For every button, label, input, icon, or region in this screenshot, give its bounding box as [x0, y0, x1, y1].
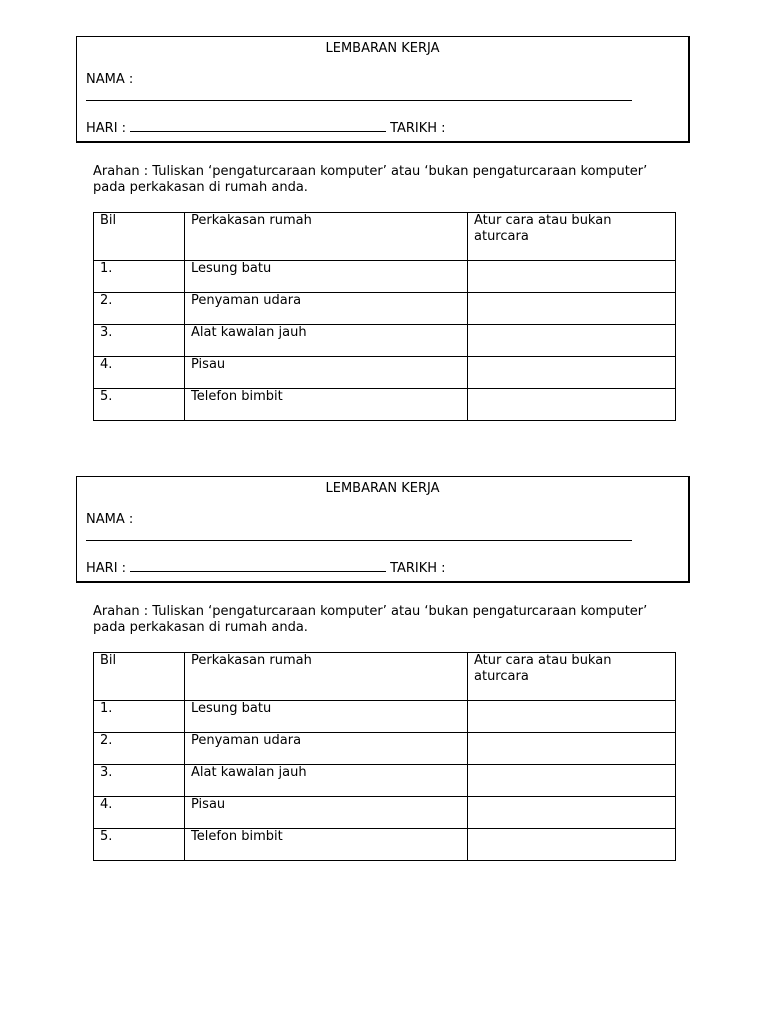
row-number: 4.	[94, 797, 185, 829]
table-row	[94, 829, 676, 861]
row-number: 3.	[94, 325, 185, 357]
row-item: Lesung batu	[185, 701, 468, 733]
table-row	[94, 733, 676, 765]
tarikh-label: TARIKH :	[390, 121, 446, 136]
table-header-row	[94, 213, 676, 261]
table-row	[94, 357, 676, 389]
hari-label: HARI :	[86, 561, 127, 576]
row-answer-cell[interactable]	[468, 829, 676, 861]
table-row	[94, 325, 676, 357]
row-number: 2.	[94, 293, 185, 325]
row-answer-cell[interactable]	[468, 357, 676, 389]
row-item: Pisau	[185, 357, 468, 389]
nama-label: NAMA :	[86, 512, 134, 527]
table-row	[94, 389, 676, 421]
table-row	[94, 261, 676, 293]
row-item: Pisau	[185, 797, 468, 829]
nama-underline	[86, 100, 632, 101]
row-number: 1.	[94, 261, 185, 293]
appliance-table	[93, 212, 676, 421]
nama-field[interactable]	[86, 512, 133, 528]
row-number: 2.	[94, 733, 185, 765]
header-perkakasan: Perkakasan rumah	[185, 653, 468, 701]
worksheet-title: LEMBARAN KERJA	[325, 41, 440, 56]
nama-field[interactable]	[86, 72, 133, 88]
hari-blank[interactable]	[130, 559, 386, 572]
instruction-text: Arahan : Tuliskan ‘pengaturcaraan komputer’ atau ‘bukan pengaturcaraan komputer’ pada perkakasan di rumah anda.	[93, 164, 648, 195]
row-number: 1.	[94, 701, 185, 733]
row-answer-cell[interactable]	[468, 389, 676, 421]
row-item: Penyaman udara	[185, 733, 468, 765]
header-atur-cara: Atur cara atau bukan aturcara	[468, 213, 676, 261]
row-answer-cell[interactable]	[468, 733, 676, 765]
hari-tarikh-row	[86, 119, 446, 137]
row-answer-cell[interactable]	[468, 765, 676, 797]
header-bil: Bil	[94, 653, 185, 701]
tarikh-label: TARIKH :	[390, 561, 446, 576]
row-item: Alat kawalan jauh	[185, 765, 468, 797]
instruction-text: Arahan : Tuliskan ‘pengaturcaraan komputer’ atau ‘bukan pengaturcaraan komputer’ pada perkakasan di rumah anda.	[93, 604, 648, 635]
row-item: Penyaman udara	[185, 293, 468, 325]
table-row	[94, 765, 676, 797]
table-row	[94, 797, 676, 829]
worksheet-header-box	[76, 36, 690, 143]
worksheet-1	[0, 0, 768, 440]
hari-tarikh-row	[86, 559, 446, 577]
row-item: Telefon bimbit	[185, 389, 468, 421]
table-header-row	[94, 653, 676, 701]
worksheet-title: LEMBARAN KERJA	[325, 481, 440, 496]
header-atur-cara: Atur cara atau bukan aturcara	[468, 653, 676, 701]
header-bil: Bil	[94, 213, 185, 261]
nama-label: NAMA :	[86, 72, 134, 87]
worksheet-header-box	[76, 476, 690, 583]
row-answer-cell[interactable]	[468, 261, 676, 293]
row-answer-cell[interactable]	[468, 797, 676, 829]
nama-underline	[86, 540, 632, 541]
row-answer-cell[interactable]	[468, 325, 676, 357]
header-perkakasan: Perkakasan rumah	[185, 213, 468, 261]
worksheet-2	[0, 440, 768, 880]
row-number: 5.	[94, 829, 185, 861]
row-answer-cell[interactable]	[468, 701, 676, 733]
table-row	[94, 701, 676, 733]
appliance-table	[93, 652, 676, 861]
row-item: Lesung batu	[185, 261, 468, 293]
row-number: 4.	[94, 357, 185, 389]
hari-label: HARI :	[86, 121, 127, 136]
row-number: 3.	[94, 765, 185, 797]
row-answer-cell[interactable]	[468, 293, 676, 325]
row-number: 5.	[94, 389, 185, 421]
hari-blank[interactable]	[130, 119, 386, 132]
row-item: Telefon bimbit	[185, 829, 468, 861]
row-item: Alat kawalan jauh	[185, 325, 468, 357]
table-row	[94, 293, 676, 325]
